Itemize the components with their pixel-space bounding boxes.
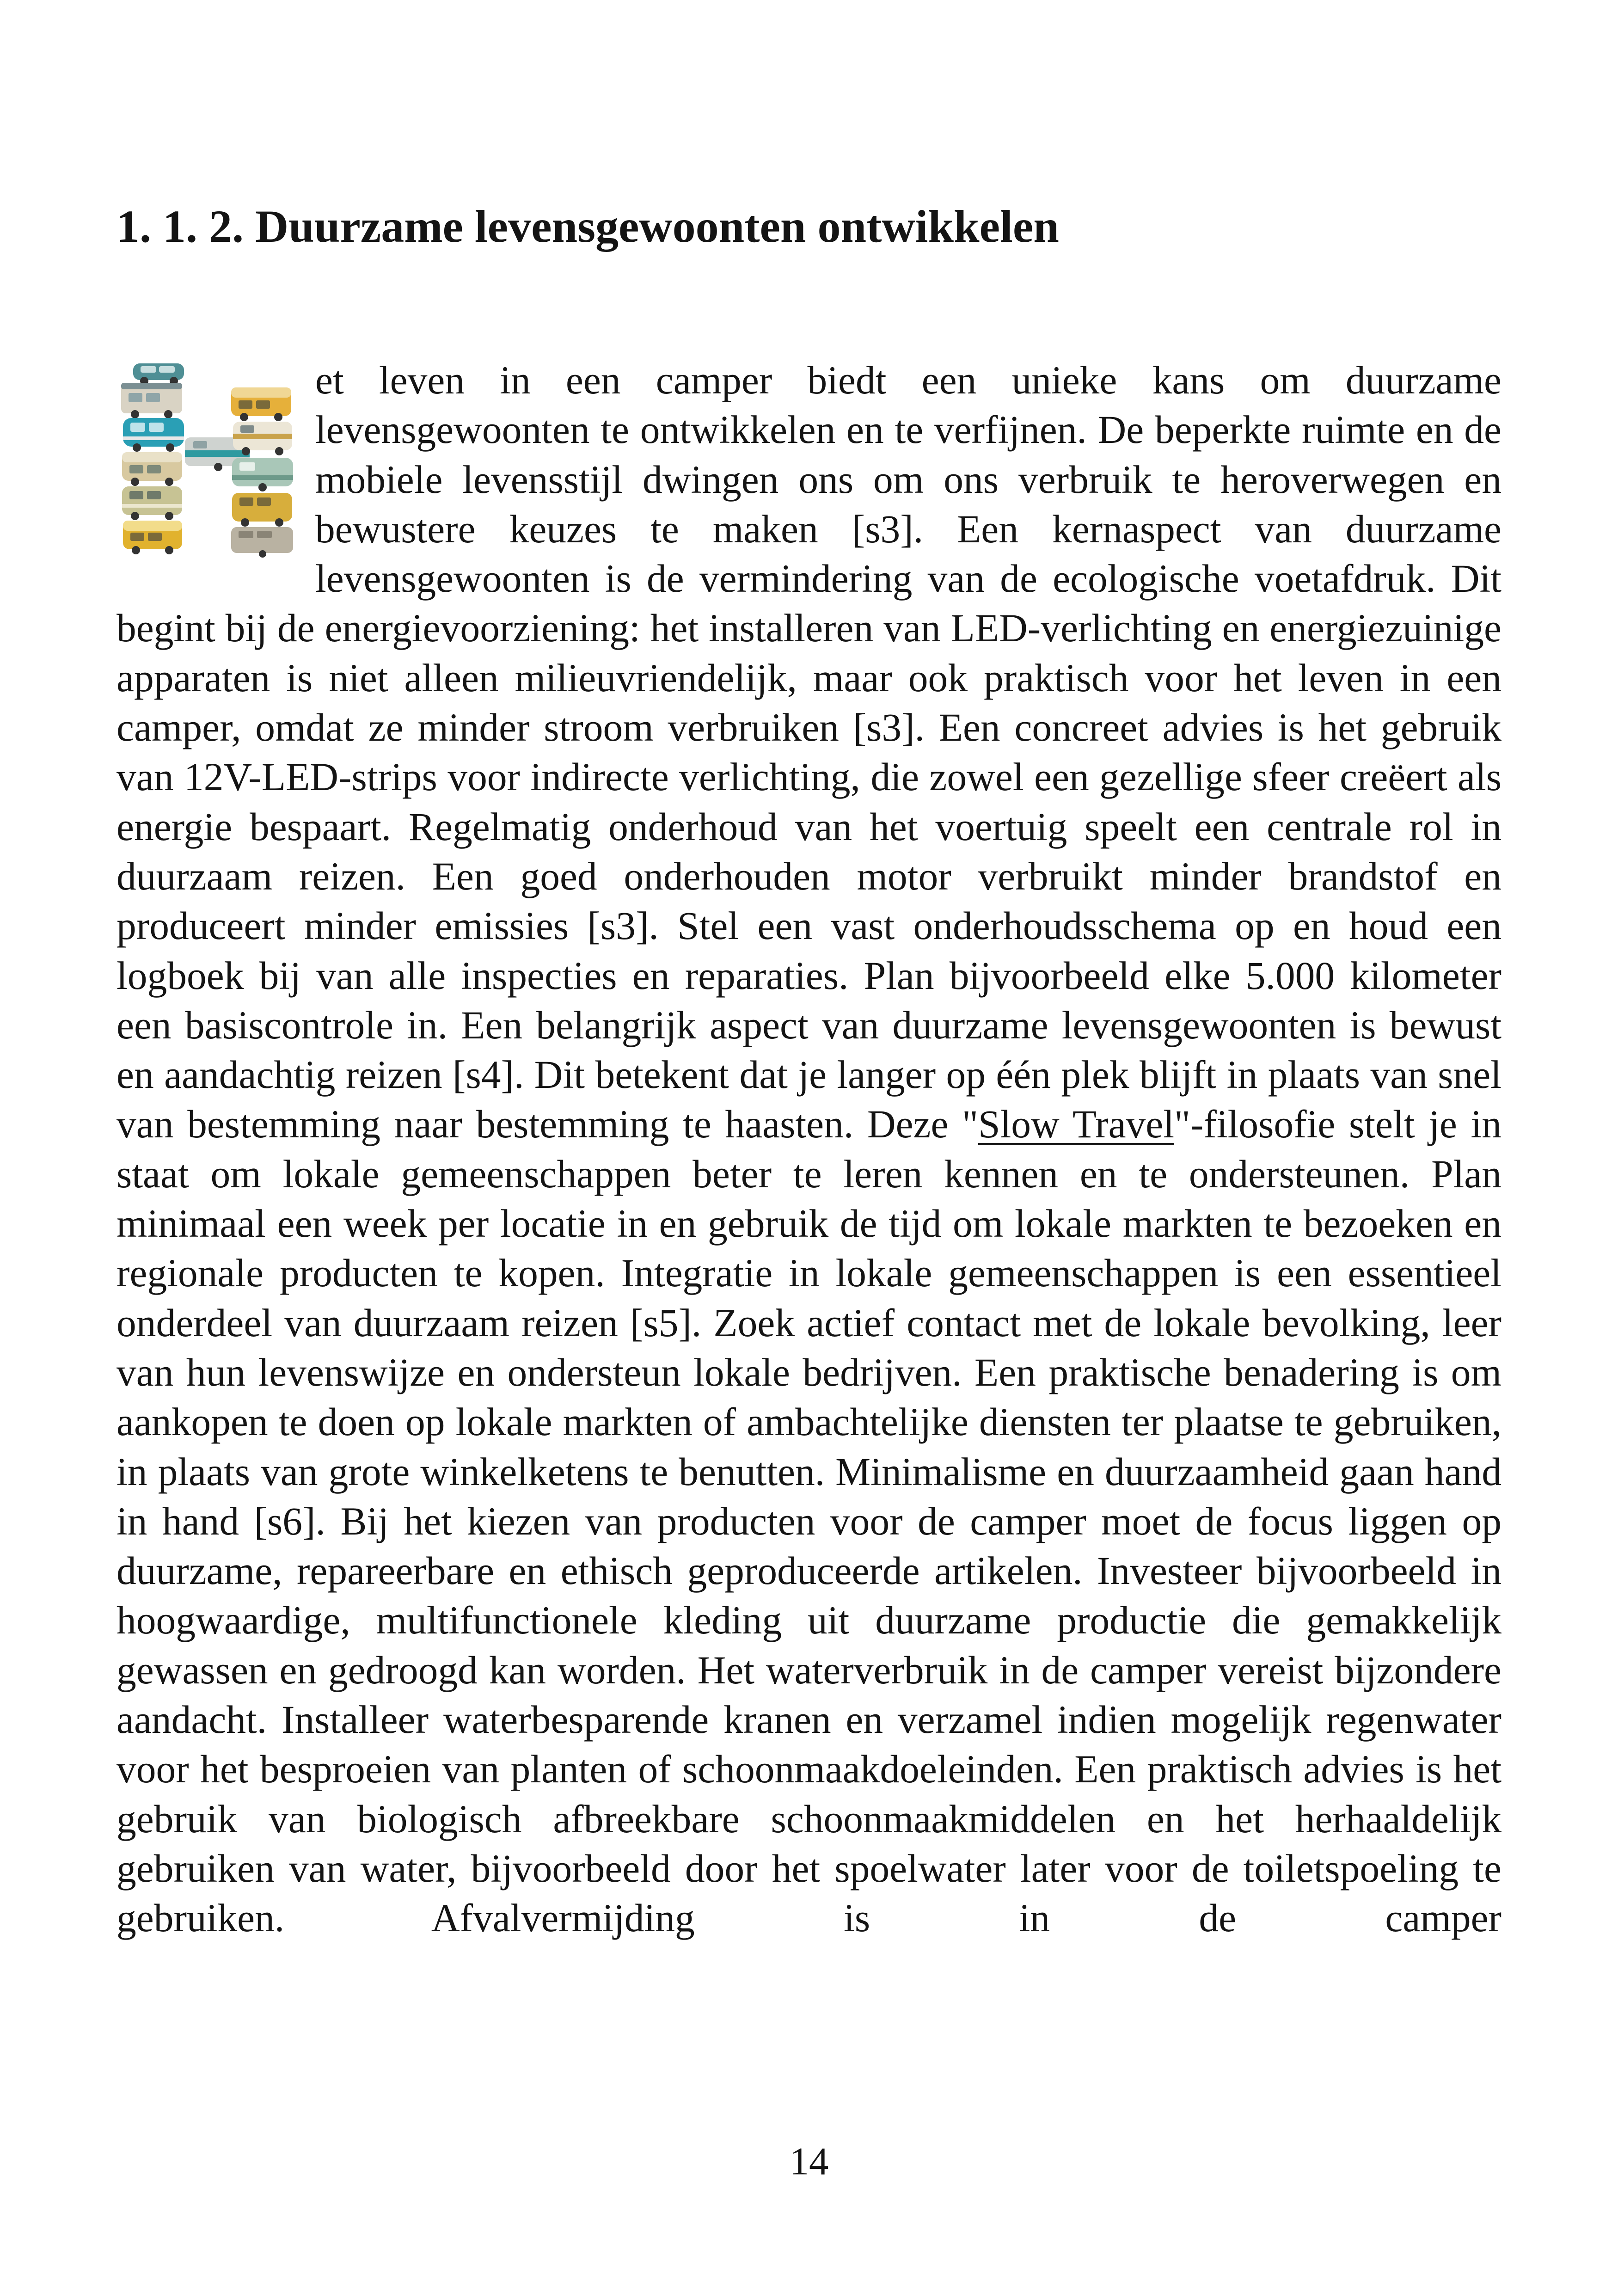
campervan-icon <box>231 387 291 421</box>
campervan-icon <box>122 486 182 520</box>
body-text-part-2: "-filosofie stelt je in staat om lokale gemeenschappen beter te leren kennen en te ondersteunen. Plan minimaal een week per locatie in en gebruik de tijd om lokale markten te bezoeken en regionale producten te kopen. Integratie in lokale gemeenschappen is een essentieel onderdeel van duurzaam reizen [s5]. Zoek actief contact met de lokale bevolking, leer van hun levenswijze en ondersteun lokale bedrijven. Een praktische benadering is om aankopen te doen op lokale markten of ambachtelijke diensten ter plaatse te gebruiken, in plaats van grote winkelketens te benutten. Minimalisme en duurzaamheid gaan hand in hand [s6]. Bij het kiezen van producten voor de camper moet de focus liggen op duurzame, repareerbare en ethisch geproduceerde artikelen. Investeer bijvoorbeeld in hoogwaardige, multifunctionele kleding uit duurzame productie die gemakkelijk gewassen en gedroogd kan worden. Het waterverbruik in de camper vereist bijzondere aandacht. Installeer waterbesparende kranen en verzamel indien mogelijk regenwater voor het besproeien van planten of schoonmaakdoeleinden. Een praktisch advies is het gebruik van biologisch afbreekbare schoonmaakmiddelen en het herhaaldelijk gebruiken van water, bijvoorbeeld door het spoelwater later voor de toiletspoeling te gebruiken. Afvalvermijding is in de camper <box>116 1103 1502 1940</box>
campervan-icon <box>123 521 182 554</box>
page-number: 14 <box>789 2140 829 2183</box>
body-text-part-1: et leven in een camper biedt een unieke kans om duurzame levensgewoonten te ontwikkelen en te verfijnen. De beperkte ruimte en de mobiele levensstijl dwingen ons om ons verbruik te heroverwegen en bewustere keuzes te maken [s3]. Een kernaspect van duurzame levensgewoonten is de vermindering van de ecologische voetafdruk. Dit begint bij de energievoorziening: het installeren van LED-verlichting en energiezuinige apparaten is niet alleen milieuvriendelijk, maar ook praktisch voor het leven in een camper, omdat ze minder stroom verbruiken [s3]. Een concreet advies is het gebruik van 12V-LED-strips voor indirecte verlichting, die zowel een gezellige sfeer creëert als energie bespaart. Regelmatig onderhoud van het voertuig speelt een centrale rol in duurzaam reizen. Een goed onderhouden motor verbruikt minder brandstof en produceert minder emissies [s3]. Stel een vast onderhoudsschema op en houd een logboek bij van alle inspecties en reparaties. Plan bijvoorbeeld elke 5.000 kilometer een basiscontrole in. Een belangrijk aspect van duurzame levensgewoonten is bewust en aandachtig reizen [s4]. Dit betekent dat je langer op één plek blijft in plaats van snel van bestemming naar bestemming te haasten. Deze " <box>116 359 1502 1147</box>
campervan-icon <box>123 418 184 452</box>
car-icon <box>133 363 184 385</box>
campervan-icon <box>121 383 182 418</box>
body-paragraph <box>116 356 1502 1944</box>
campervan-icon <box>122 452 182 486</box>
caravan-icon <box>231 527 293 558</box>
dropcap-campers-icon <box>116 360 297 559</box>
campervan-icon <box>232 493 292 527</box>
caravan-icon <box>232 458 293 491</box>
section-heading: 1. 1. 2. Duurzame levensgewoonten ontwikkelen <box>116 201 1059 252</box>
slow-travel-link[interactable]: Slow Travel <box>978 1103 1175 1147</box>
